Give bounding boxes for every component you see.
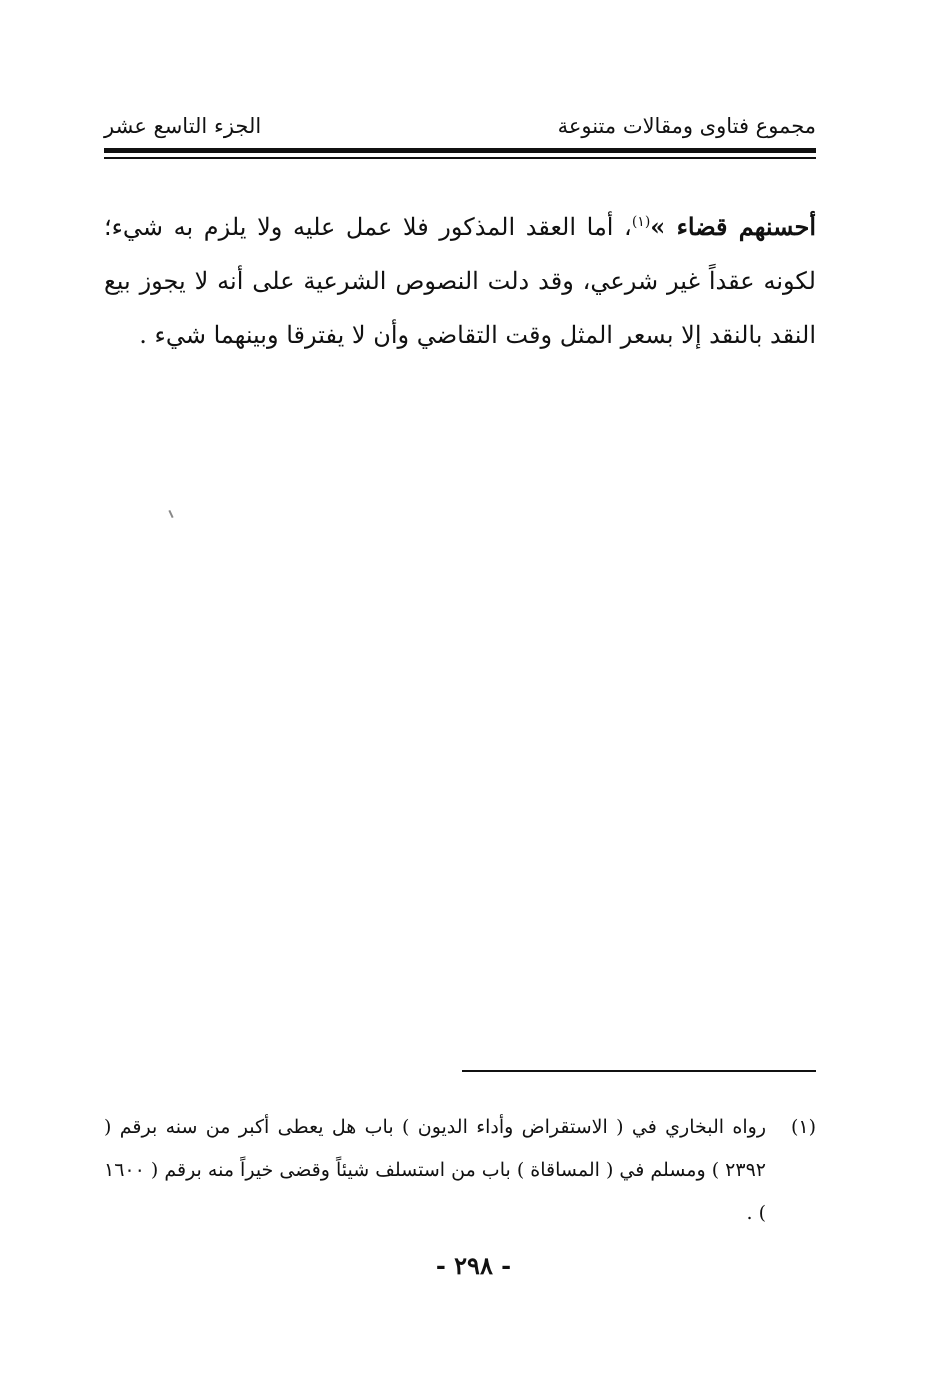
book-title: مجموع فتاوى ومقالات متنوعة [557,114,816,138]
paragraph-text: ، أما العقد المذكور فلا عمل عليه ولا يلزم به شيء؛ لكونه عقداً غير شرعي، وقد دلت النصوص الشرعية على أنه لا يجوز بيع النقد بالنقد إلا بسعر المثل وقت التقاضي وأن لا يفترقا وبينهما شيء . [104,213,816,349]
footnote-reference[interactable]: (١) [631,214,651,230]
footnote-number: (١) [790,1116,816,1138]
stray-mark [168,510,173,518]
header-rule-thin [104,157,816,159]
running-header [104,108,816,144]
footnote-text: رواه البخاري في ( الاستقراض وأداء الديون ) باب هل يعطى أكبر من سنه برقم ( ٢٣٩٢ ) ومسلم في ( المساقاة ) باب من استسلف شيئاً وقضى خيراً منه برقم ( ١٦٠٠ ) . [104,1116,766,1224]
main-paragraph [104,200,816,362]
page-number: - ٢٩٨ - [435,1251,512,1280]
header-rule-thick [104,148,816,153]
footnote [104,1106,816,1235]
volume-label: الجزء التاسع عشر [104,114,262,138]
footnote-separator [462,1070,816,1072]
bold-lead: أحسنهم قضاء » [650,212,816,241]
